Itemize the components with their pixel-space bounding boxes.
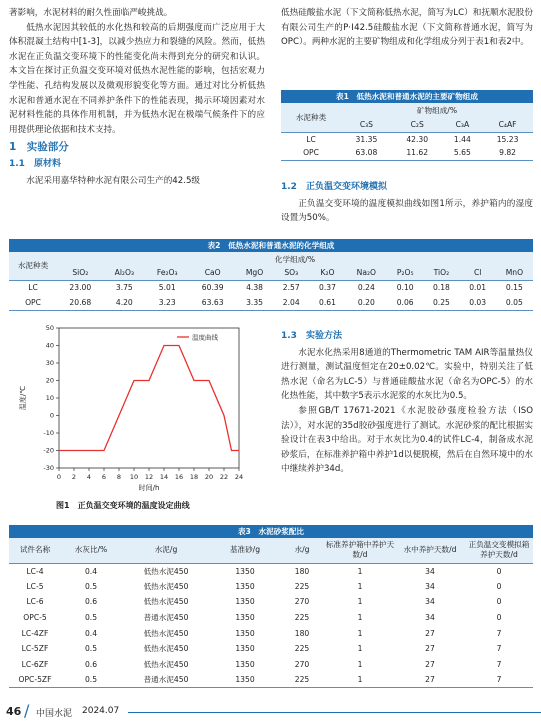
table-header: 标准养护箱中养护天数/d — [325, 538, 395, 563]
table-cell: 23.00 — [69, 283, 92, 293]
left-top-column — [9, 6, 265, 188]
table-cell: 1.44 — [453, 134, 471, 144]
table-caption: 表3 水泥砂浆配比 — [9, 525, 533, 538]
table-header: 试件名称 — [9, 538, 61, 563]
table-cell: 低热水泥450 — [143, 644, 189, 654]
x-tick-label: 8 — [116, 473, 122, 481]
table-row — [9, 657, 533, 673]
table-cell: OPC-5 — [23, 613, 47, 623]
legend-label: 温度曲线 — [192, 333, 218, 342]
table-cell: 0 — [496, 581, 502, 591]
table-header: TiO₂ — [423, 266, 459, 280]
table-row — [9, 295, 533, 310]
table-cell: 270 — [294, 597, 310, 607]
table-cell: 27 — [425, 675, 435, 685]
table-cell: 225 — [294, 581, 310, 591]
x-tick-label: 18 — [189, 473, 199, 481]
table-caption: 表2 低热水泥和普通水泥的化学组成 — [9, 239, 533, 252]
table-cell: LC — [28, 283, 38, 293]
subsection-heading: 1.3 实验方法 — [281, 331, 342, 341]
table-header: SiO₂ — [57, 266, 104, 280]
x-tick-label: 20 — [204, 473, 214, 481]
table-cell: LC-4ZF — [21, 628, 49, 638]
subsection-heading: 1.1 原材料 — [9, 158, 61, 169]
table-cell: 1350 — [235, 597, 255, 607]
x-tick-label: 10 — [129, 473, 139, 481]
table-cell: OPC — [25, 297, 41, 307]
y-tick-label: 0 — [49, 411, 54, 420]
table-cell: 2.57 — [282, 283, 300, 293]
x-tick-label: 24 — [234, 473, 244, 481]
table-cell: OPC-5ZF — [18, 675, 52, 685]
table-cell: 7 — [496, 628, 502, 638]
table-row — [9, 280, 533, 295]
table-row — [9, 579, 533, 595]
x-tick-label: 16 — [174, 473, 184, 481]
table-header: Fe₂O₃ — [145, 266, 189, 280]
table-cell: 3.35 — [246, 297, 264, 307]
table-3 — [9, 525, 533, 688]
table-cell: 27 — [425, 659, 435, 669]
figure-1 — [9, 320, 271, 495]
table-cell: 180 — [294, 628, 310, 638]
table-row — [281, 132, 533, 146]
table-cell: 0.01 — [469, 283, 487, 293]
table-header: 基准砂/g — [211, 538, 279, 563]
table-cell: 1 — [357, 675, 363, 685]
paragraph: 参照GB/T 17671-2021《水泥胶砂强度检验方法（ISO法）》，对水泥的35d胶砂强度进行了测试。水泥砂浆的配比根据实验设计在表3中给出。对于水灰比为0.4的试件LC-4，制备成水泥砂浆后，在标准养护箱中养护1d以便脱模，然后在自然环境中的水中继续养护34d。 — [281, 405, 533, 475]
table-cell: 1 — [357, 566, 363, 576]
page-footer — [0, 702, 541, 723]
section-heading: 1 实验部分 — [9, 141, 69, 154]
y-tick-label: -10 — [43, 429, 54, 438]
y-tick-label: 20 — [45, 376, 54, 385]
table-cell: 1350 — [235, 628, 255, 638]
plot-frame — [59, 328, 239, 468]
page-number: 46 — [6, 705, 22, 718]
table-2 — [9, 239, 533, 311]
table-cell: 低热水泥450 — [143, 659, 189, 669]
x-tick-label: 6 — [101, 473, 107, 481]
x-axis-label: 时间/h — [138, 484, 160, 492]
table-cell: 34 — [425, 613, 435, 623]
x-tick-label: 2 — [71, 473, 77, 481]
table-cell: 7 — [496, 659, 502, 669]
x-tick-label: 4 — [86, 473, 92, 481]
table-cell: 0 — [496, 597, 502, 607]
table-header: Al₂O₃ — [104, 266, 145, 280]
paragraph: 低热水泥因其较低的水化热和较高的后期强度而广泛应用于大体积混凝土结构中[1-3]，以减少热应力和裂缝的风险。然而，低热水泥在正负温交变环境下的性能变化尚未得到充分的研究和认识。本文旨在探讨正负温交变环境对低热水泥性能的影响，包括宏观力学性能、孔结构发展以及微观形貌变化等方面。通过对比分析低热水泥和普通水泥在不同养护条件下的性能表现，揭示环境因素对水泥材料性能的具体作用机制，并为低热水泥在极端气候条件下的应用提供理论依据和技术支持。 — [9, 22, 265, 135]
table-header: 水泥/g — [121, 538, 211, 563]
table-caption: 表1 低热水泥和普通水泥的主要矿物组成 — [281, 90, 533, 103]
table-header: 水中养护天数/d — [395, 538, 465, 563]
table-cell: 普通水泥450 — [143, 675, 189, 685]
footer-rule — [128, 712, 541, 713]
table-cell: 1 — [357, 628, 363, 638]
table-cell: 0.5 — [84, 613, 98, 623]
table-cell: 0.61 — [319, 297, 336, 307]
table-cell: LC — [306, 134, 316, 144]
table-cell: 1 — [357, 613, 363, 623]
table-cell: 0.6 — [84, 659, 98, 669]
table-cell: 34 — [425, 597, 435, 607]
table-cell: 1350 — [235, 675, 255, 685]
table-cell: 27 — [425, 644, 435, 654]
footer-slash: / — [24, 701, 30, 720]
journal-name: 中国水泥 — [36, 709, 73, 719]
table-cell: 1350 — [235, 659, 255, 669]
table-header: C₃S — [341, 118, 392, 132]
paragraph: 正负温交变环境的温度模拟曲线如图1所示，养护箱内的湿度设置为50%。 — [281, 198, 533, 224]
table-cell: LC-5 — [26, 581, 44, 591]
table-header: C₂S — [392, 118, 443, 132]
table-cell: 20.68 — [69, 297, 92, 307]
table-cell: 1350 — [235, 644, 255, 654]
table-cell: 7 — [496, 644, 502, 654]
y-tick-label: 50 — [45, 324, 54, 333]
table-cell: 0.4 — [84, 566, 98, 576]
table-cell: LC-6 — [26, 597, 44, 607]
table-cell: 1 — [357, 659, 363, 669]
right-section-1-3 — [281, 327, 533, 477]
table-cell: 0.6 — [84, 597, 98, 607]
paragraph: 水泥采用嘉华特种水泥有限公司生产的42.5级 — [26, 175, 201, 186]
table-header: 水泥种类 — [9, 252, 57, 280]
table-cell: 27 — [425, 628, 435, 638]
table-3-grid — [9, 538, 533, 688]
table-cell: 0.03 — [469, 297, 487, 307]
right-section-1-2 — [281, 178, 533, 226]
table-cell: 0.5 — [84, 675, 98, 685]
table-cell: 1350 — [235, 566, 255, 576]
table-cell: 225 — [294, 613, 310, 623]
table-header: 水泥种类 — [281, 103, 341, 132]
table-cell: 1 — [357, 597, 363, 607]
table-row — [9, 594, 533, 610]
table-row — [9, 672, 533, 688]
table-cell: 0.24 — [357, 283, 375, 293]
table-cell: 0.05 — [505, 297, 523, 307]
table-cell: 60.39 — [201, 283, 224, 293]
table-header: Na₂O — [346, 266, 387, 280]
y-tick-label: 40 — [45, 341, 54, 350]
x-tick-label: 22 — [219, 473, 229, 481]
subsection-heading: 1.2 正负温交变环境模拟 — [281, 182, 387, 192]
table-header: 正负温交变模拟箱养护天数/d — [465, 538, 533, 563]
paragraph: 低热硅酸盐水泥（下文简称低热水泥，简写为LC）和抚顺水泥股份有限公司生产的P·Ⅰ42.5硅酸盐水泥（下文简称普通水泥，简写为OPC）。两种水泥的主要矿物组成和化学组成分列于表1和表2中。 — [281, 8, 533, 48]
table-row — [9, 641, 533, 657]
table-row — [9, 610, 533, 626]
table-cell: 2.04 — [282, 297, 300, 307]
table-cell: 4.20 — [115, 297, 133, 307]
paragraph: 著影响，水泥材料的耐久性面临严峻挑战。 — [9, 8, 173, 18]
table-cell: 5.01 — [158, 283, 176, 293]
table-cell: 34 — [425, 566, 435, 576]
y-tick-label: 10 — [45, 394, 54, 403]
table-cell: 3.23 — [158, 297, 176, 307]
table-cell: 0.15 — [505, 283, 523, 293]
table-cell: 9.82 — [499, 148, 517, 158]
table-cell: 270 — [294, 659, 310, 669]
y-tick-label: -20 — [43, 446, 54, 455]
x-tick-label: 12 — [144, 473, 154, 481]
temperature-series-line — [59, 346, 239, 451]
table-header: C₄AF — [482, 118, 533, 132]
table-cell: LC-4 — [26, 566, 44, 576]
paragraph: 水泥水化热采用8通道的Thermometric TAM AIR等温量热仪进行测量，测试温度恒定在20±0.02℃。实验中，特别关注了低热水泥（命名为LC-5）与普通硅酸盐水泥（命名为OPC-5）的水化热性能，其中数字5表示水泥浆的水灰比为0.5。 — [281, 347, 533, 402]
x-tick-label: 14 — [159, 473, 169, 481]
figure-caption: 图1 正负温交变环境的温度设定曲线 — [56, 501, 190, 510]
table-cell: 15.23 — [496, 134, 519, 144]
table-cell: 0.10 — [396, 283, 414, 293]
table-cell: 63.08 — [355, 148, 378, 158]
table-cell: 0 — [496, 613, 502, 623]
table-cell: OPC — [303, 148, 319, 158]
table-row — [9, 563, 533, 579]
table-header: K₂O — [309, 266, 345, 280]
table-cell: 31.35 — [355, 134, 378, 144]
right-top-column — [281, 6, 533, 50]
table-group-header: 矿物组成/% — [341, 103, 533, 118]
table-cell: LC-5ZF — [21, 644, 49, 654]
table-cell: 5.65 — [453, 148, 471, 158]
y-axis-label: 温度/℃ — [19, 385, 27, 411]
table-cell: 1 — [357, 644, 363, 654]
table-group-header: 化学组成/% — [57, 252, 533, 266]
table-row — [281, 146, 533, 160]
table-cell: 低热水泥450 — [143, 581, 189, 591]
table-cell: 普通水泥450 — [143, 613, 189, 623]
table-cell: 0.20 — [357, 297, 375, 307]
table-cell: 42.30 — [406, 134, 429, 144]
table-cell: 1350 — [235, 613, 255, 623]
table-cell: 4.38 — [246, 283, 264, 293]
table-cell: 低热水泥450 — [143, 566, 189, 576]
table-cell: 180 — [294, 566, 310, 576]
table-cell: 低热水泥450 — [143, 628, 189, 638]
table-cell: 0.4 — [84, 628, 98, 638]
table-cell: 0 — [496, 566, 502, 576]
table-cell: 0.06 — [396, 297, 414, 307]
table-cell: 3.75 — [115, 283, 133, 293]
table-header: 水灰比/% — [61, 538, 121, 563]
table-1-grid — [281, 103, 533, 161]
table-cell: 0.5 — [84, 581, 98, 591]
y-tick-label: -30 — [43, 464, 54, 473]
table-cell: 34 — [425, 581, 435, 591]
table-header: CaO — [189, 266, 236, 280]
table-cell: 225 — [294, 644, 310, 654]
table-cell: LC-6ZF — [21, 659, 49, 669]
table-cell: 7 — [496, 675, 502, 685]
temperature-curve-chart — [9, 320, 271, 492]
table-header: P₂O₅ — [387, 266, 423, 280]
table-cell: 0.5 — [84, 644, 98, 654]
table-cell: 225 — [294, 675, 310, 685]
table-header: Cl — [460, 266, 496, 280]
x-tick-label: 0 — [56, 473, 62, 481]
table-2-grid — [9, 252, 533, 311]
issue-number: 2024.07 — [82, 706, 120, 716]
table-header: C₃A — [443, 118, 483, 132]
table-header: MnO — [496, 266, 533, 280]
table-cell: 63.63 — [201, 297, 224, 307]
table-1 — [281, 90, 533, 161]
y-tick-label: 30 — [45, 359, 54, 368]
table-header: MgO — [236, 266, 273, 280]
table-cell: 低热水泥450 — [143, 597, 189, 607]
table-header: 水/g — [279, 538, 325, 563]
table-cell: 0.18 — [432, 283, 450, 293]
table-cell: 11.62 — [406, 148, 429, 158]
table-cell: 1 — [357, 581, 363, 591]
table-row — [9, 625, 533, 641]
table-cell: 1350 — [235, 581, 255, 591]
table-cell: 0.37 — [319, 283, 336, 293]
table-cell: 0.25 — [432, 297, 450, 307]
table-header: SO₃ — [273, 266, 309, 280]
